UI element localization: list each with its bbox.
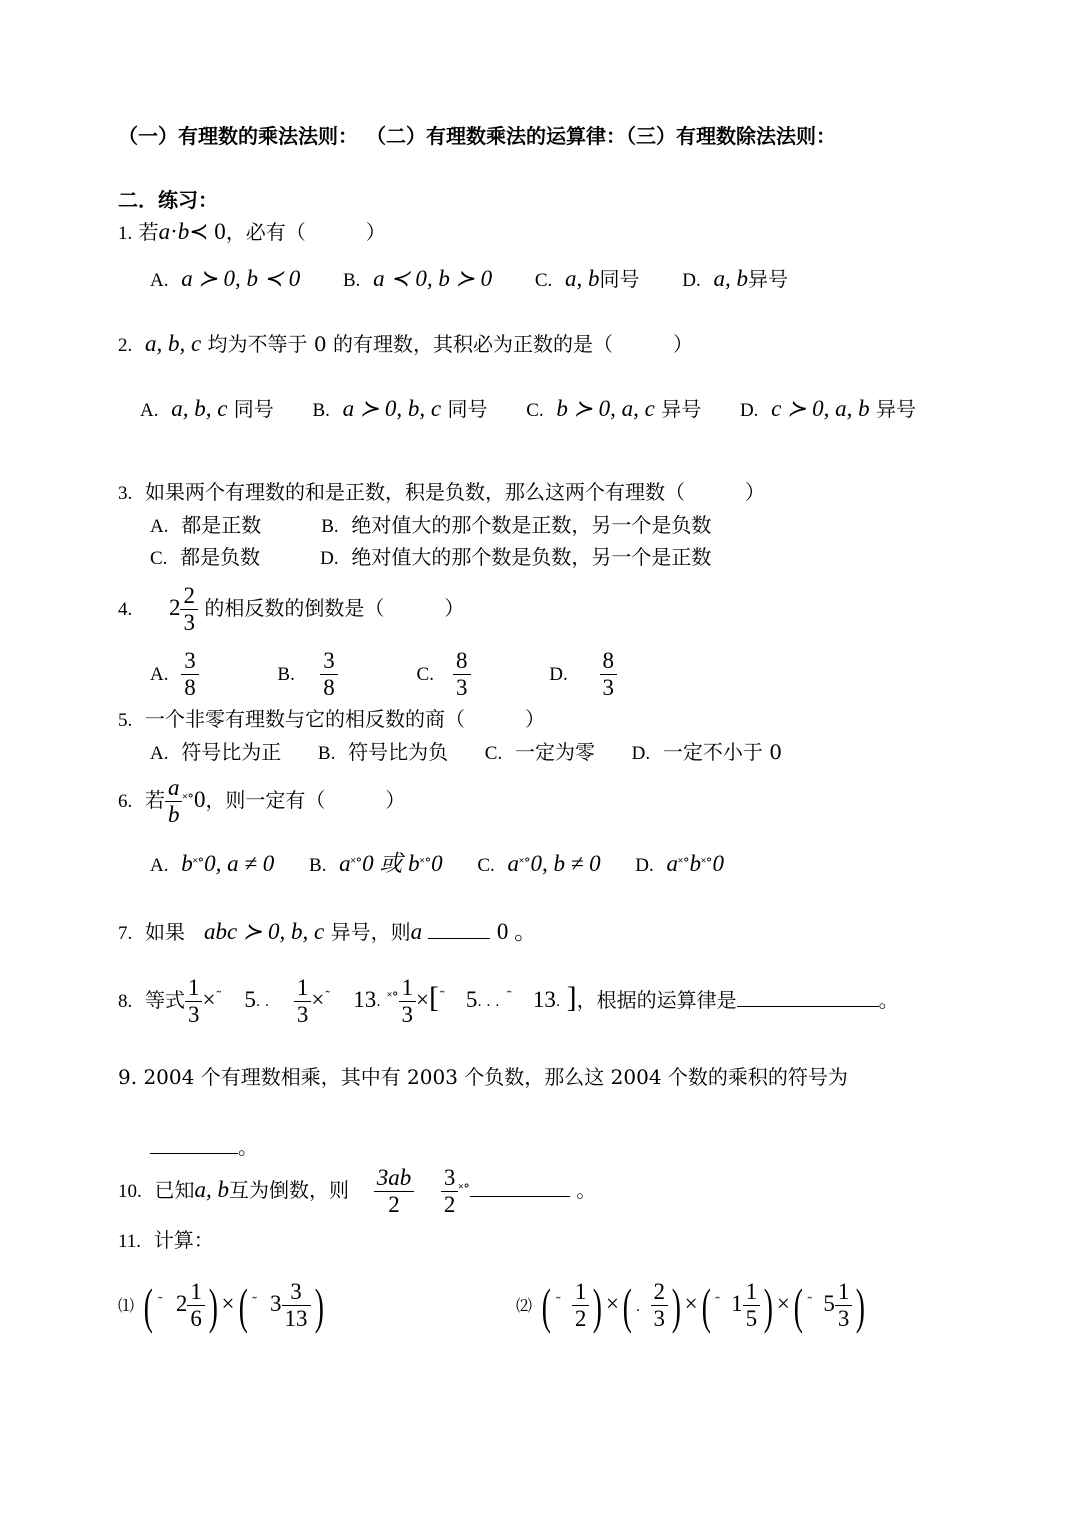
option-label: C. xyxy=(477,855,495,876)
times-sign: × xyxy=(221,1291,235,1316)
option-text: 符号比为正 xyxy=(181,740,282,764)
garbled-relation-symbol: ˟° xyxy=(678,856,690,871)
question-text: 如果 xyxy=(144,920,185,944)
option-text: 绝对值大的那个数是正数，另一个是负数 xyxy=(351,513,712,537)
question-6 xyxy=(118,772,405,830)
option-expr: a ≻ 0, b ≺ 0 xyxy=(181,266,301,291)
heading-division-rule: （三）有理数除法法则： xyxy=(626,124,836,148)
option-label: C. xyxy=(484,743,503,764)
option-expr: b ≻ 0, a, c xyxy=(556,396,655,421)
fraction-denominator: 2 xyxy=(443,1192,456,1217)
garbled-relation-symbol: ˟° xyxy=(518,856,531,871)
option-label: B. xyxy=(321,516,339,537)
option-label: D. xyxy=(631,743,651,764)
option-label: B. xyxy=(277,664,295,685)
mixed-number-fraction xyxy=(282,1279,311,1332)
mixed-number-fraction xyxy=(187,1279,205,1332)
math-expr: a, b, c xyxy=(144,331,202,356)
garbled-relation-symbol: ˟° xyxy=(350,856,363,871)
fraction xyxy=(294,975,312,1028)
question-8 xyxy=(118,968,899,1032)
times-sign: × xyxy=(606,1291,620,1316)
math-value: 0 xyxy=(193,787,206,812)
question-text: ，必有（ ） xyxy=(225,220,386,244)
page-heading xyxy=(118,124,836,148)
question-text: 。 xyxy=(238,1135,258,1159)
left-paren: ( xyxy=(793,1277,803,1334)
mixed-number-whole: 3 xyxy=(270,1291,282,1316)
fraction-denominator: 6 xyxy=(190,1306,202,1331)
option-expr: 0, a ≠ 0 xyxy=(204,851,275,876)
question-11 xyxy=(118,1228,214,1254)
question-text: 若 xyxy=(138,220,159,244)
fraction-numerator: 3 xyxy=(181,648,199,675)
option-expr: a, b xyxy=(713,266,748,291)
option-label: B. xyxy=(309,855,327,876)
option-text: 异号 xyxy=(747,267,788,291)
fraction-denominator: 13 xyxy=(284,1306,308,1331)
question-number: 5. xyxy=(118,710,133,731)
fraction-denominator: 3 xyxy=(837,1306,850,1331)
fraction-denominator: 3 xyxy=(296,1002,309,1027)
question-6-options xyxy=(150,852,724,878)
mixed-number-fraction xyxy=(180,583,198,636)
option-label: B. xyxy=(342,270,361,291)
fraction-denominator: 3 xyxy=(401,1002,414,1027)
fraction-numerator: 3ab xyxy=(374,1165,415,1192)
question-5 xyxy=(118,707,545,733)
times-sign: × xyxy=(684,1291,698,1316)
calc-problem-2 xyxy=(516,1272,869,1339)
option-expr: a xyxy=(339,851,351,876)
fraction-numerator: 3 xyxy=(441,1165,459,1192)
question-1 xyxy=(118,220,386,246)
garbled-relation-symbol: ˟° xyxy=(182,792,194,807)
math-value: 5 xyxy=(244,987,256,1012)
question-text: 均为不等于 0 的有理数，其积必为正数的是（ ） xyxy=(207,332,693,356)
option-text: 都是负数 xyxy=(180,545,261,569)
option-text: 都是正数 xyxy=(181,513,262,537)
times-sign: × xyxy=(416,987,429,1012)
minus-sign: ˜ xyxy=(806,1296,813,1311)
times-sign: × xyxy=(202,987,216,1012)
question-text: 等式 xyxy=(144,988,185,1012)
question-number: 8. xyxy=(118,991,133,1012)
math-value: 13 xyxy=(353,987,377,1012)
question-2-options xyxy=(140,397,916,423)
option-expr: a ≺ 0, b ≻ 0 xyxy=(373,266,493,291)
minus-sign: ˜ xyxy=(555,1296,562,1311)
option-expr: 0 或 b xyxy=(362,851,420,876)
question-4 xyxy=(118,578,464,640)
question-7 xyxy=(118,918,537,946)
garbled-bracket: ˜ xyxy=(324,990,331,1005)
math-relation: ≺ 0 xyxy=(189,219,226,244)
garbled-bracket: ˜ xyxy=(505,990,513,1005)
question-text: 。 xyxy=(878,988,899,1012)
fraction-denominator: 2 xyxy=(388,1192,400,1217)
answer-blank[interactable] xyxy=(150,1133,238,1154)
fraction xyxy=(185,975,203,1028)
fraction-denominator: b xyxy=(167,802,180,827)
question-1-options xyxy=(150,267,788,293)
garbled-bracket: . . xyxy=(255,994,270,1010)
option-label: A. xyxy=(150,855,169,876)
garbled-relation-symbol: ˟° xyxy=(700,856,713,871)
option-text: 符号比为负 xyxy=(348,740,449,764)
garbled-bracket: ˜ xyxy=(439,990,446,1005)
mixed-number-fraction xyxy=(743,1279,761,1332)
question-9-answer xyxy=(150,1133,258,1159)
mixed-number-whole: 1 xyxy=(731,1291,743,1316)
left-paren: ( xyxy=(542,1277,552,1334)
minus-sign: ˜ xyxy=(251,1296,258,1311)
left-bracket: [ xyxy=(429,981,439,1014)
fraction-denominator: 3 xyxy=(456,675,468,700)
question-number: 3. xyxy=(118,483,133,504)
times-sign: × xyxy=(776,1291,790,1316)
fraction-denominator: 5 xyxy=(745,1306,758,1331)
calc-problem-1 xyxy=(118,1272,327,1339)
answer-blank[interactable] xyxy=(470,1176,570,1197)
option-label: A. xyxy=(150,743,169,764)
question-number: 10. xyxy=(118,1181,142,1202)
garbled-bracket: . xyxy=(376,994,381,1010)
mixed-number-whole: 5 xyxy=(823,1291,835,1316)
question-4-options xyxy=(150,643,617,705)
math-var: a xyxy=(410,919,423,944)
option-expr: c ≻ 0, a, b xyxy=(771,396,870,421)
left-paren: ( xyxy=(238,1277,248,1334)
times-sign: × xyxy=(311,987,325,1012)
answer-blank[interactable] xyxy=(428,918,490,939)
fraction-numerator: 1 xyxy=(187,1279,205,1306)
heading-multiplication-rule: （一）有理数的乘法法则： xyxy=(118,124,358,148)
fraction-numerator: 1 xyxy=(399,975,417,1002)
math-expr: abc ≻ 0, b, c xyxy=(204,919,325,944)
question-9: 9. 2004 个有理数相乘，其中有 2003 个负数，那么这 2004 个数的乘积的符号为 xyxy=(118,1065,848,1089)
fraction xyxy=(374,1165,415,1218)
math-value: 5 xyxy=(465,987,478,1012)
question-text: 计算： xyxy=(153,1228,214,1252)
question-5-options xyxy=(150,740,782,766)
question-text: ，根据的运算律是 xyxy=(576,988,737,1012)
section-title: 二．练习： xyxy=(118,188,218,212)
condition-fraction xyxy=(165,775,183,828)
question-3 xyxy=(118,480,765,506)
option-expr: 0, b ≠ 0 xyxy=(530,851,601,876)
option-fraction xyxy=(181,648,199,701)
fraction-denominator: 3 xyxy=(183,610,195,635)
option-text: 同号 xyxy=(233,397,274,421)
option-expr: a ≻ 0, b, c xyxy=(342,396,442,421)
fraction-denominator: 2 xyxy=(574,1306,587,1331)
question-number: 6. xyxy=(118,791,133,812)
question-text: 如果两个有理数的和是正数，积是负数，那么这两个有理数（ ） xyxy=(144,480,765,504)
math-var: b xyxy=(177,219,190,244)
fraction-numerator: 3 xyxy=(282,1279,311,1306)
fraction-numerator: 1 xyxy=(743,1279,761,1306)
right-bracket: ] xyxy=(566,981,577,1014)
right-paren: ) xyxy=(763,1277,774,1334)
left-paren: ( xyxy=(144,1277,154,1334)
fraction xyxy=(572,1279,590,1332)
option-expr: b xyxy=(689,851,701,876)
fraction-numerator: 1 xyxy=(572,1279,590,1306)
math-value: 13 xyxy=(532,987,556,1012)
fraction-numerator: 2 xyxy=(180,583,198,610)
question-text: ，则一定有（ ） xyxy=(205,788,406,812)
question-text: 0 。 xyxy=(496,919,538,944)
option-label: D. xyxy=(635,855,654,876)
option-text: 异号 xyxy=(875,397,916,421)
question-10 xyxy=(118,1160,596,1222)
fraction-numerator: 1 xyxy=(185,975,203,1002)
fraction-numerator: 1 xyxy=(835,1279,853,1306)
right-paren: ) xyxy=(856,1277,866,1334)
left-paren: ( xyxy=(622,1277,632,1334)
question-3-options-row1 xyxy=(150,513,711,539)
option-fraction xyxy=(320,648,338,701)
garbled-bracket: . xyxy=(555,994,561,1010)
question-text: 异号，则 xyxy=(330,920,411,944)
fraction-denominator: 3 xyxy=(602,675,615,700)
option-expr: a xyxy=(666,851,678,876)
fraction-numerator: a xyxy=(165,775,183,802)
fraction-denominator: 8 xyxy=(184,675,196,700)
mixed-number-fraction xyxy=(835,1279,853,1332)
math-expr: a, b xyxy=(194,1177,229,1202)
fraction-numerator: 3 xyxy=(320,648,338,675)
option-label: B. xyxy=(312,400,330,421)
option-expr: b xyxy=(181,851,193,876)
option-expr: a, b xyxy=(565,266,600,291)
fraction-denominator: 3 xyxy=(187,1002,200,1027)
option-fraction xyxy=(453,648,471,701)
question-text: 一个非零有理数与它的相反数的商（ ） xyxy=(144,707,545,731)
option-label: C. xyxy=(416,664,434,685)
option-text: 一定不小于 0 xyxy=(662,740,782,764)
option-text: 同号 xyxy=(599,267,640,291)
option-label: B. xyxy=(317,743,336,764)
option-label: C. xyxy=(150,548,168,569)
option-label: D. xyxy=(320,548,339,569)
fraction-numerator: 2 xyxy=(651,1279,669,1306)
fraction-numerator: 8 xyxy=(453,648,471,675)
garbled-bracket: . xyxy=(635,1299,641,1315)
right-paren: ) xyxy=(314,1277,324,1334)
garbled-relation-symbol: ˟° xyxy=(458,1182,470,1197)
right-paren: ) xyxy=(208,1277,218,1334)
garbled-relation-symbol: ˟° xyxy=(192,856,205,871)
option-text: 同号 xyxy=(447,397,488,421)
problem-label: ⑵ xyxy=(516,1298,533,1315)
question-3-options-row2 xyxy=(150,545,711,571)
option-label: A. xyxy=(150,516,169,537)
option-fraction xyxy=(600,648,618,701)
option-expr: a xyxy=(507,851,519,876)
fraction-denominator: 8 xyxy=(323,675,335,700)
left-paren: ( xyxy=(701,1277,711,1334)
question-text: 互为倒数，则 xyxy=(228,1178,349,1202)
heading-multiplication-laws: （二）有理数乘法的运算律： xyxy=(366,124,626,148)
garbled-bracket: ˜ xyxy=(215,990,222,1005)
fraction-numerator: 8 xyxy=(600,648,618,675)
option-label: A. xyxy=(150,270,169,291)
fraction-numerator: 1 xyxy=(294,975,312,1002)
question-number: 2. xyxy=(118,335,133,356)
option-expr: 0 xyxy=(431,851,443,876)
question-text: 。 xyxy=(576,1178,597,1202)
option-expr: 0 xyxy=(712,851,724,876)
math-var: a xyxy=(158,219,171,244)
fraction xyxy=(651,1279,669,1332)
option-label: A. xyxy=(150,664,169,685)
answer-blank[interactable] xyxy=(737,986,879,1007)
option-label: C. xyxy=(534,270,553,291)
fraction xyxy=(399,975,417,1028)
right-paren: ) xyxy=(671,1277,681,1334)
garbled-relation-symbol: ˟° xyxy=(419,856,432,871)
question-text: 的相反数的倒数是（ ） xyxy=(204,596,465,620)
option-label: C. xyxy=(526,400,544,421)
garbled-bracket: . . . xyxy=(477,994,500,1010)
option-text: 一定为零 xyxy=(514,740,595,764)
question-number: 11. xyxy=(118,1231,142,1252)
option-label: D. xyxy=(549,664,568,685)
question-number: 7. xyxy=(118,923,133,944)
minus-sign: ˜ xyxy=(714,1296,721,1311)
garbled-relation-symbol: ˟° xyxy=(387,990,399,1005)
option-text: 绝对值大的那个数是负数，另一个是正数 xyxy=(351,545,712,569)
minus-sign: ˜ xyxy=(157,1296,164,1311)
right-paren: ) xyxy=(593,1277,603,1334)
mixed-number-whole: 2 xyxy=(175,1291,188,1316)
question-number: 4. xyxy=(118,599,133,620)
option-label: A. xyxy=(140,400,159,421)
problem-label: ⑴ xyxy=(118,1298,135,1315)
question-text: 已知 xyxy=(154,1178,195,1202)
fraction xyxy=(441,1165,459,1218)
question-text: 若 xyxy=(144,788,165,812)
option-label: D. xyxy=(739,400,759,421)
mixed-number-whole: 2 xyxy=(168,595,181,620)
option-label: D. xyxy=(682,270,701,291)
question-2 xyxy=(118,332,693,358)
math-dot: · xyxy=(170,219,178,244)
fraction-denominator: 3 xyxy=(653,1306,665,1331)
option-expr: a, b, c xyxy=(171,396,228,421)
question-number: 1. xyxy=(118,223,133,244)
option-text: 异号 xyxy=(661,397,702,421)
